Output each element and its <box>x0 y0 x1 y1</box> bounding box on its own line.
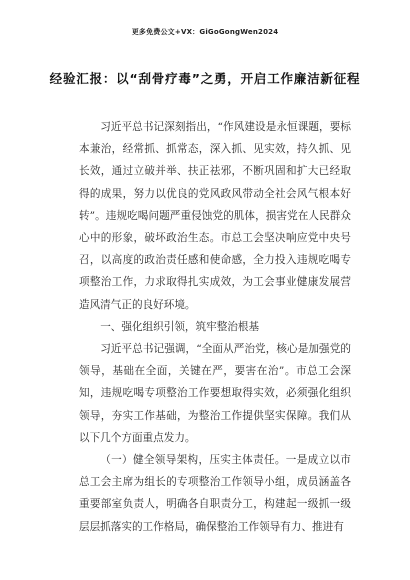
document-body <box>79 116 351 538</box>
paragraph-subsection-one: （一）健全领导架构，压实主体责任。一是成立以市总工会主席为组长的专项整治工作领导小组，成员涵盖各重要部室负责人，明确各自职责分工，构建起一级抓一级层层抓落实的工作格局，确保整治工作领导有力、推进有 <box>79 454 351 533</box>
section-heading: 一、强化组织引领，筑牢整治根基 <box>100 320 260 333</box>
paragraph-intro: 习近平总书记深刻指出，“作风建设是永恒课题，要标本兼治，经常抓、抓常态，深入抓、见实效，持久抓、见长效，通过立破并举、扶正祛邪，不断巩固和扩大已经取得的成果，努力以优良的党风政风带动全社会风气根本好转”。违规吃喝问题严重侵蚀党的肌体，损害党在人民群众心中的形象，破坏政治生态。市总工会坚决响应党中央号召，以高度的政治责任感和使命感，全力投入违规吃喝专项整治工作，力求取得扎实成效，为工会事业健康发展营造风清气正的良好环境。 <box>79 121 351 311</box>
header-note: 更多免费公文+VX：GiGoGongWen2024 <box>131 28 279 36</box>
paragraph-section-one: 习近平总书记强调，“全面从严治党，核心是加强党的领导，基础在全面，关键在严，要害在治”。市总工会深知，违规吃喝专项整治工作要想取得实效，必须强化组织领导，夯实工作基础，为整治工作提供坚实保障。我们从以下几个方面重点发力。 <box>79 343 351 444</box>
document-title: 经验汇报：以“刮骨疗毒”之勇，开启工作廉洁新征程 <box>49 71 361 86</box>
